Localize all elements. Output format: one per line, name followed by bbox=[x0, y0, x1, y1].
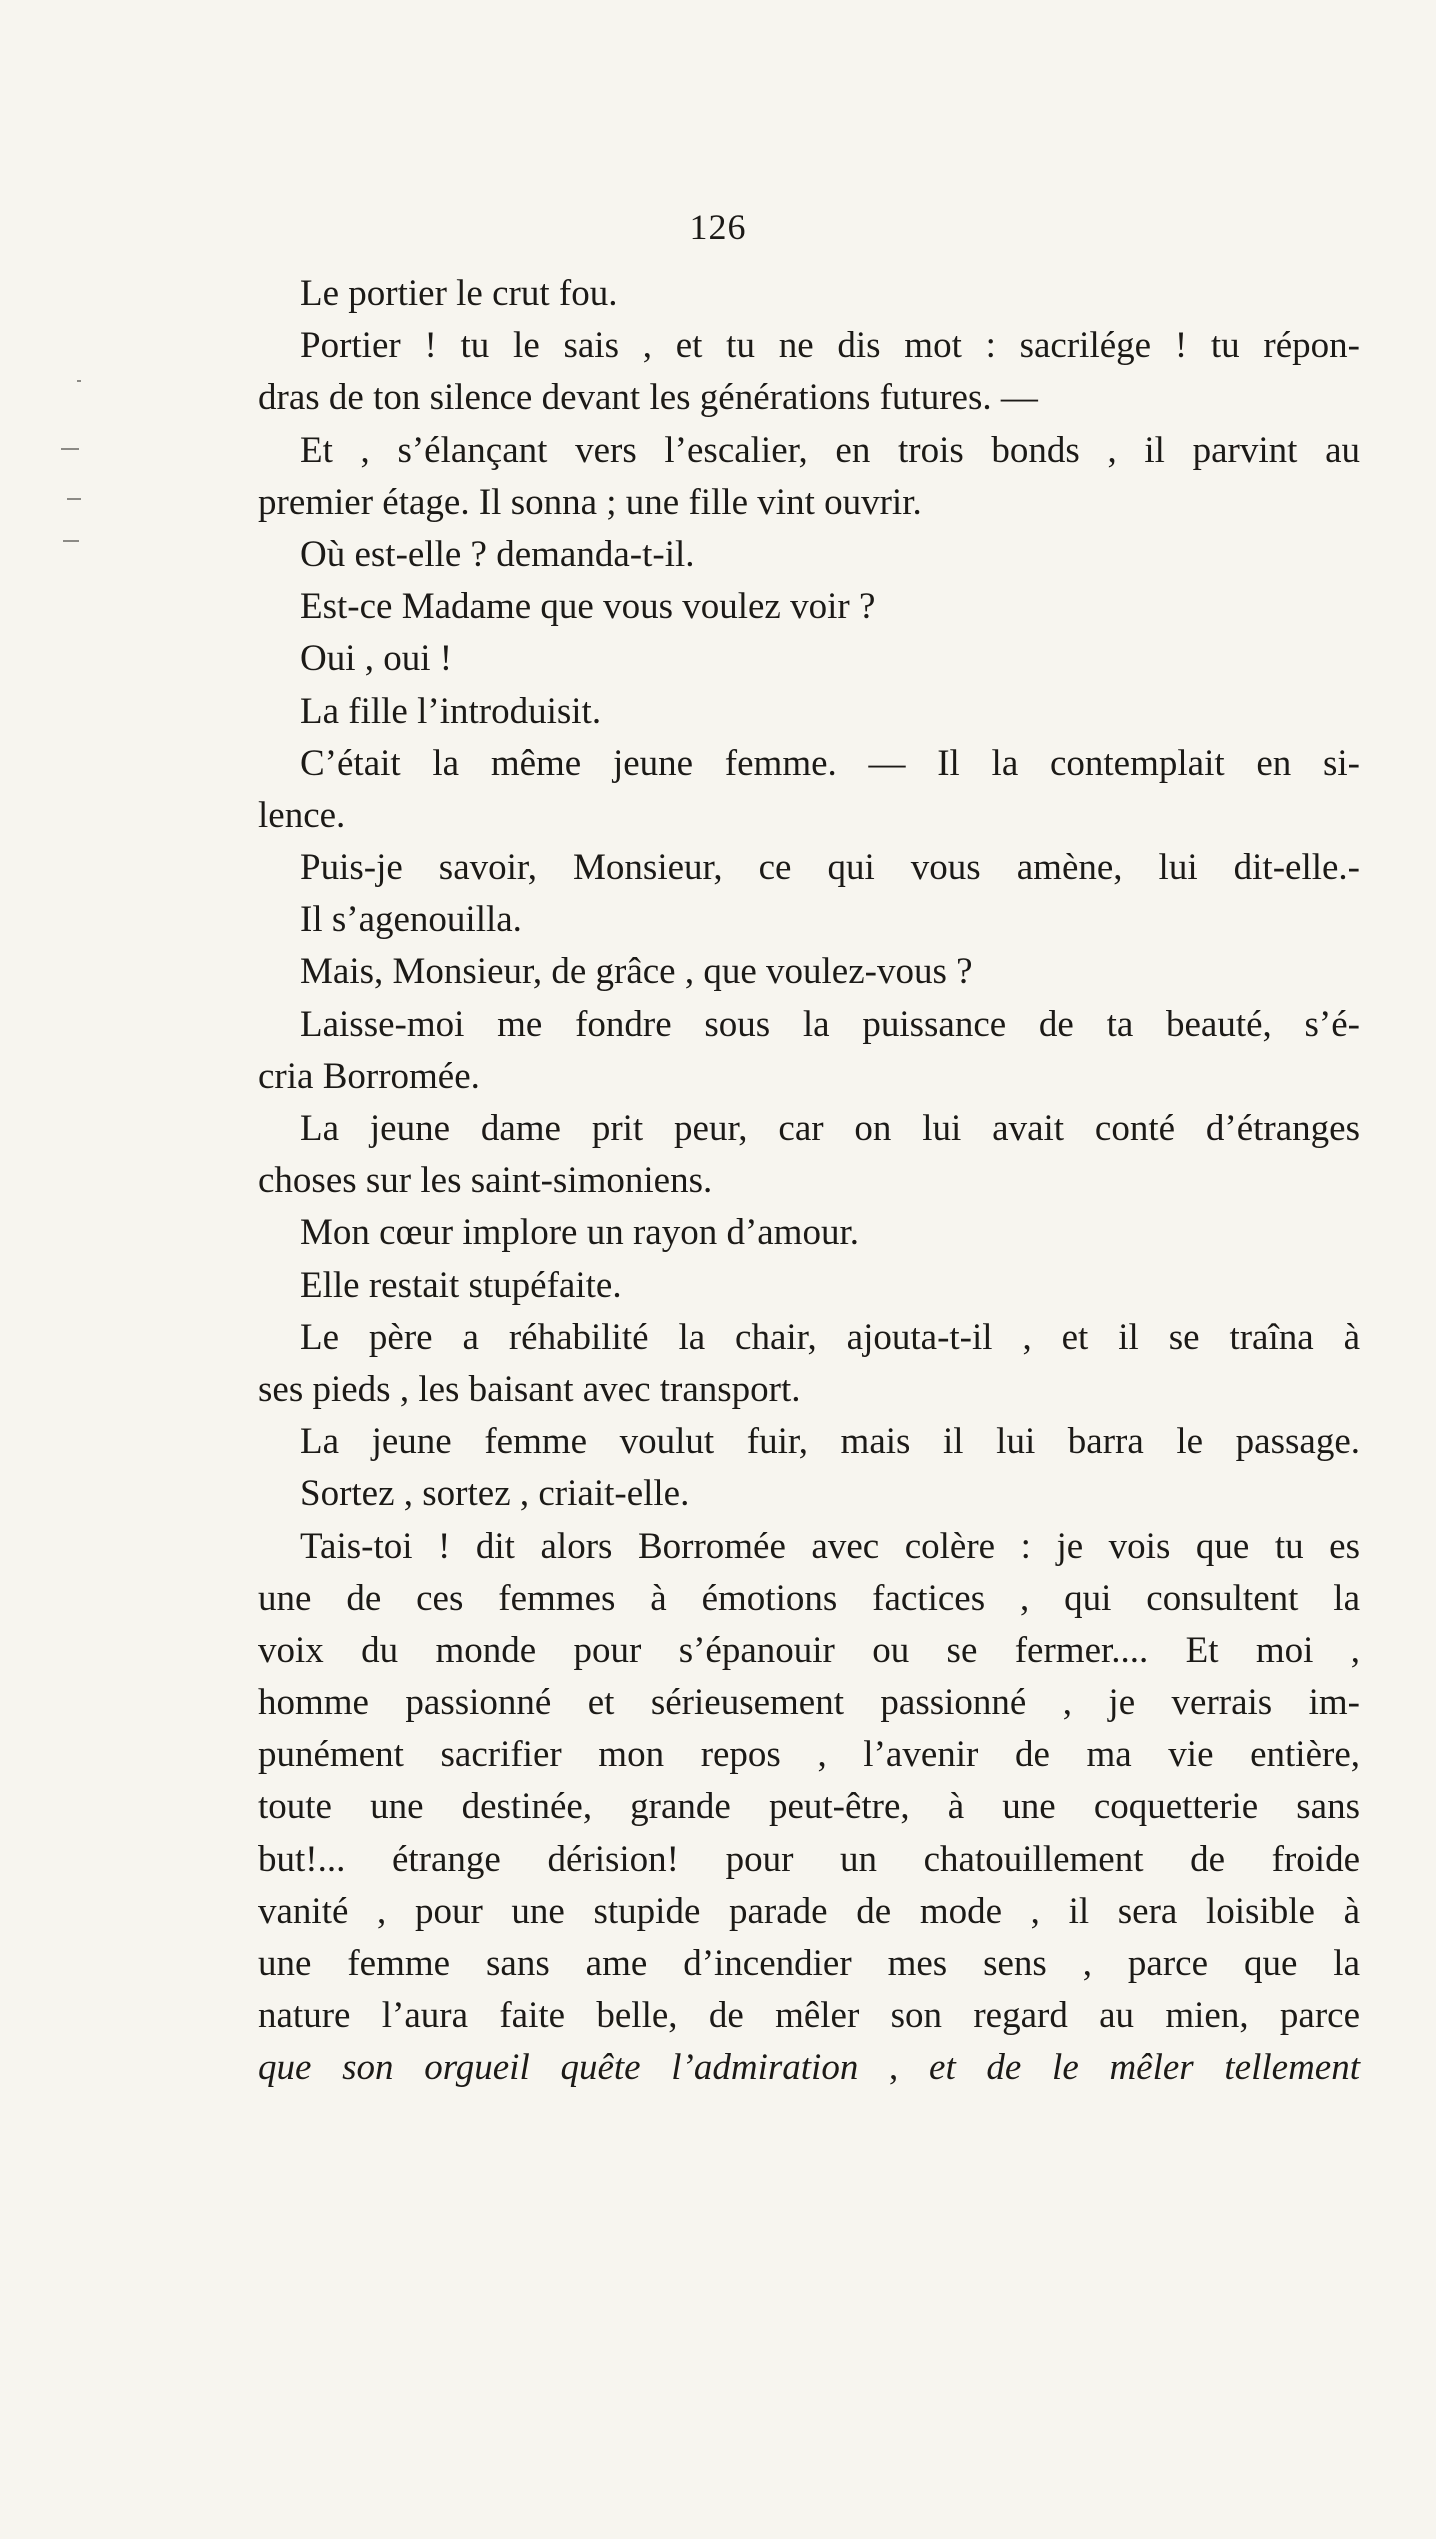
margin-mark bbox=[61, 448, 79, 450]
text-line: Sortez , sortez , criait-elle. bbox=[300, 1473, 690, 1515]
text-line: cria Borromée. bbox=[258, 1055, 480, 1097]
italic-segment: et de le mêler tellement bbox=[929, 2047, 1361, 2089]
text-line: Et , s’élançant vers l’escalier, en trois bonds , il parvint au bbox=[300, 429, 1360, 471]
text-line: Laisse-moi me fondre sous la puissance de ta beauté, s’é- bbox=[300, 1003, 1360, 1045]
text-line: Puis-je savoir, Monsieur, ce qui vous amène, lui dit-elle.- bbox=[300, 847, 1360, 889]
margin-mark bbox=[67, 498, 81, 500]
text-line: Tais-toi ! dit alors Borromée avec colère : je vois que tu es bbox=[300, 1525, 1360, 1567]
text-line: voix du monde pour s’épanouir ou se fermer.... Et moi , bbox=[258, 1629, 1360, 1671]
text-line: vanité , pour une stupide parade de mode , il sera loisible à bbox=[258, 1890, 1360, 1932]
text-line: La fille l’introduisit. bbox=[300, 690, 602, 732]
text-segment: , bbox=[858, 2047, 930, 2089]
text-line: une de ces femmes à émotions factices , qui consultent la bbox=[258, 1577, 1360, 1619]
italic-segment: que son orgueil quête l’admiration bbox=[258, 2047, 859, 2089]
text-line: une femme sans ame d’incendier mes sens , parce que la bbox=[258, 1943, 1360, 1984]
margin-mark bbox=[77, 380, 81, 382]
text-line: Où est-elle ? demanda-t-il. bbox=[300, 533, 695, 575]
text-line: choses sur les saint-simoniens. bbox=[258, 1160, 713, 1202]
margin-marks bbox=[55, 380, 95, 580]
page-number: 126 bbox=[689, 207, 747, 247]
text-line: Il s’agenouilla. bbox=[300, 899, 522, 941]
text-line: lence. bbox=[258, 794, 346, 836]
text-line: nature l’aura faite belle, de mêler son regard au mien, parce bbox=[258, 1995, 1360, 2037]
text-line: dras de ton silence devant les générations futures. — bbox=[258, 377, 1038, 419]
text-line: Mon cœur implore un rayon d’amour. bbox=[300, 1212, 859, 1254]
text-line bbox=[258, 2042, 1360, 2094]
text-line: Le portier le crut fou. bbox=[300, 273, 618, 314]
body-text bbox=[258, 268, 1360, 2095]
text-line: C’était la même jeune femme. — Il la contemplait en si- bbox=[300, 742, 1360, 784]
text-line: Mais, Monsieur, de grâce , que voulez-vous ? bbox=[300, 951, 973, 993]
text-line: punément sacrifier mon repos , l’avenir de ma vie entière, bbox=[258, 1734, 1360, 1776]
text-line: toute une destinée, grande peut-être, à une coquetterie sans bbox=[258, 1786, 1360, 1828]
text-line: Est-ce Madame que vous voulez voir ? bbox=[300, 586, 876, 628]
text-line: homme passionné et sérieusement passionné , je verrais im- bbox=[258, 1682, 1360, 1724]
text-line: ses pieds , les baisant avec transport. bbox=[258, 1368, 801, 1410]
margin-mark bbox=[63, 540, 79, 542]
text-line: premier étage. Il sonna ; une fille vint ouvrir. bbox=[258, 481, 922, 523]
text-line: La jeune femme voulut fuir, mais il lui barra le passage. bbox=[300, 1421, 1360, 1463]
text-line: La jeune dame prit peur, car on lui avait conté d’étranges bbox=[300, 1108, 1360, 1149]
text-line: Oui , oui ! bbox=[300, 638, 453, 680]
text-line: Elle restait stupéfaite. bbox=[300, 1264, 622, 1306]
text-line: Portier ! tu le sais , et tu ne dis mot : sacrilége ! tu répon- bbox=[300, 325, 1360, 367]
text-line: but!... étrange dérision! pour un chatouillement de froide bbox=[258, 1838, 1360, 1880]
text-line: Le père a réhabilité la chair, ajouta-t-il , et il se traîna à bbox=[300, 1316, 1360, 1358]
